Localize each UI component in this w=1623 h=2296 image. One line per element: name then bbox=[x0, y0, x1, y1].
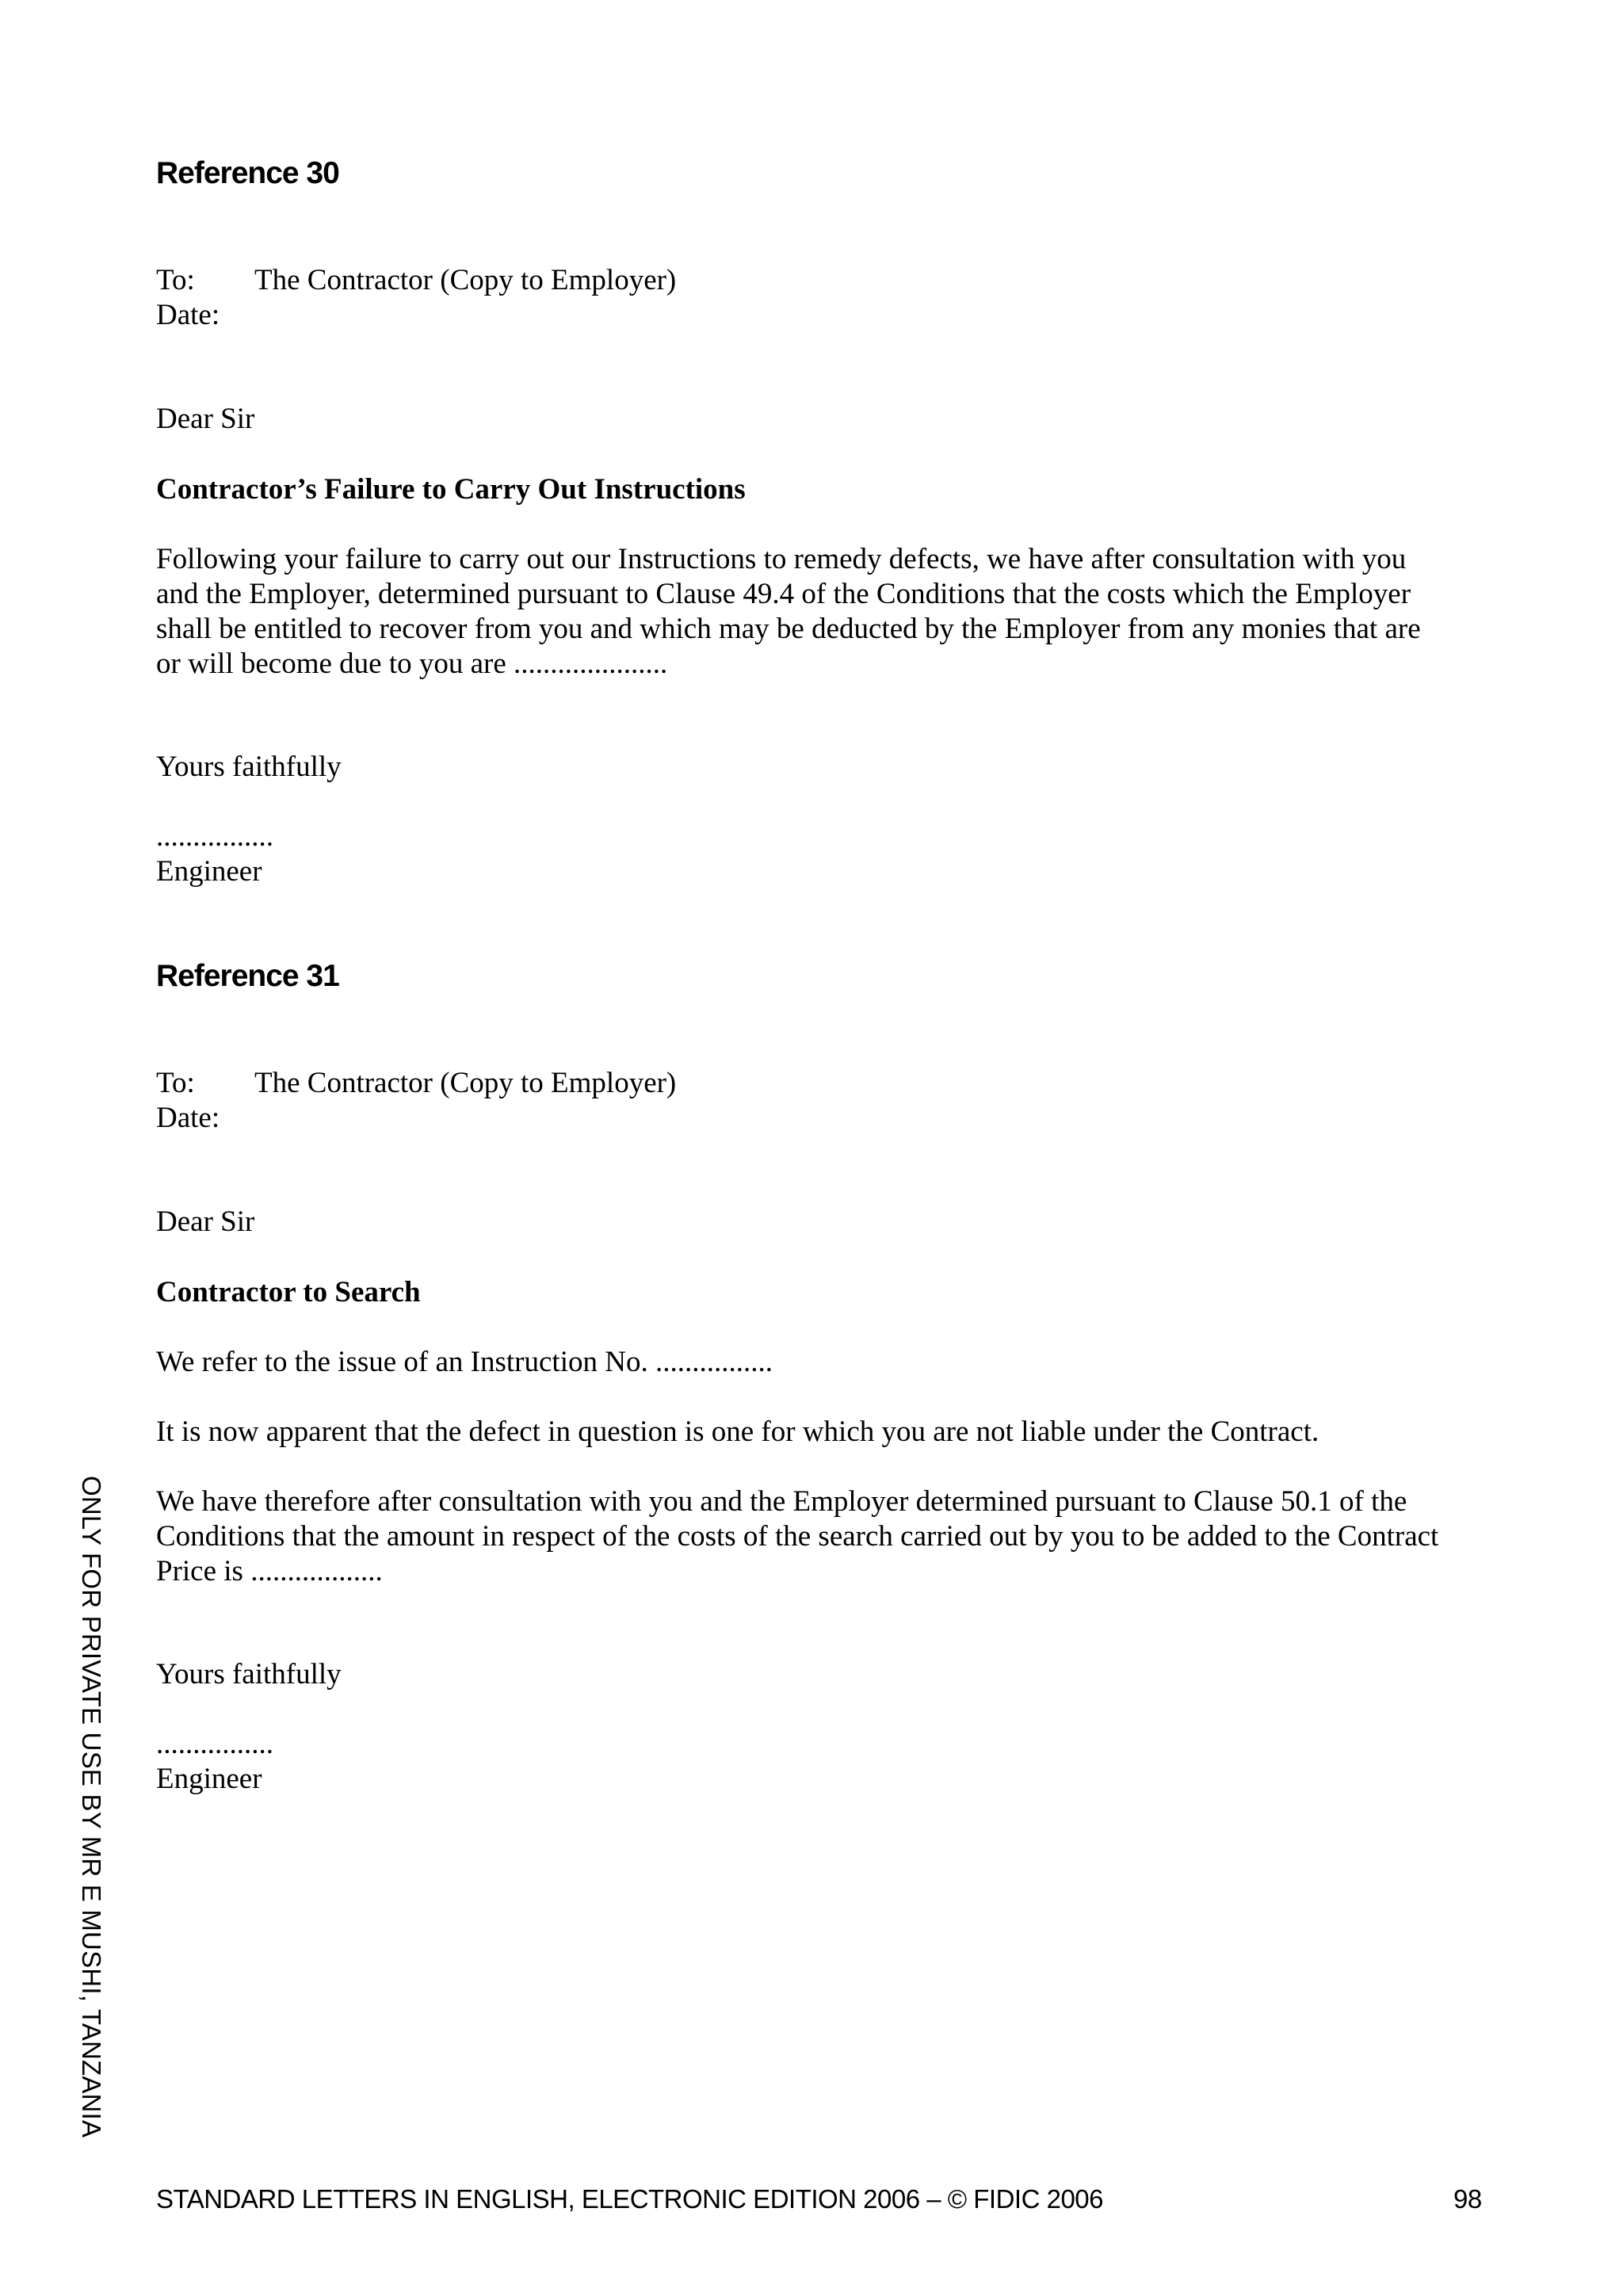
salutation: Dear Sir bbox=[156, 1205, 255, 1238]
body-paragraph: It is now apparent that the defect in question is one for which you are not liable under the Contract. bbox=[156, 1415, 1319, 1448]
footer-text: STANDARD LETTERS IN ENGLISH, ELECTRONIC EDITION 2006 – © FIDIC 2006 bbox=[156, 2184, 1104, 2214]
reference-heading: Reference 31 bbox=[156, 959, 339, 993]
to-label: To: bbox=[156, 264, 195, 296]
reference-heading: Reference 30 bbox=[156, 156, 339, 190]
salutation: Dear Sir bbox=[156, 403, 255, 435]
closing: Yours faithfully bbox=[156, 1658, 342, 1690]
body-line: or will become due to you are ..................... bbox=[156, 648, 668, 680]
letter-subject: Contractor to Search bbox=[156, 1276, 421, 1308]
to-recipient: The Contractor (Copy to Employer) bbox=[254, 1067, 677, 1099]
closing: Yours faithfully bbox=[156, 751, 342, 783]
signatory: Engineer bbox=[156, 855, 262, 888]
body-line: and the Employer, determined pursuant to Clause 49.4 of the Conditions that the costs which the Employer bbox=[156, 578, 1411, 610]
body-paragraph bbox=[156, 1484, 1487, 1589]
signature-line: ................ bbox=[156, 820, 273, 853]
body-line: Following your failure to carry out our Instructions to remedy defects, we have after consultation with you bbox=[156, 543, 1407, 575]
body-line: We have therefore after consultation with you and the Employer determined pursuant to Clause 50.1 of the bbox=[156, 1485, 1407, 1518]
body-line: Conditions that the amount in respect of the costs of the search carried out by you to be added to the Contract bbox=[156, 1520, 1439, 1553]
private-use-notice: ONLY FOR PRIVATE USE BY MR E MUSHI, TANZANIA bbox=[77, 1476, 106, 2138]
to-recipient: The Contractor (Copy to Employer) bbox=[254, 264, 677, 296]
date-label: Date: bbox=[156, 299, 220, 331]
letter-body bbox=[156, 542, 1487, 682]
page-number: 98 bbox=[1453, 2184, 1482, 2214]
to-label: To: bbox=[156, 1067, 195, 1099]
body-line: shall be entitled to recover from you and which may be deducted by the Employer from any monies that are bbox=[156, 613, 1421, 645]
date-label: Date: bbox=[156, 1102, 220, 1134]
signature-line: ................ bbox=[156, 1728, 273, 1760]
signatory: Engineer bbox=[156, 1763, 262, 1795]
body-line: Price is .................. bbox=[156, 1555, 383, 1587]
body-paragraph: We refer to the issue of an Instruction No. ................ bbox=[156, 1346, 773, 1378]
letter-subject: Contractor’s Failure to Carry Out Instructions bbox=[156, 473, 746, 506]
